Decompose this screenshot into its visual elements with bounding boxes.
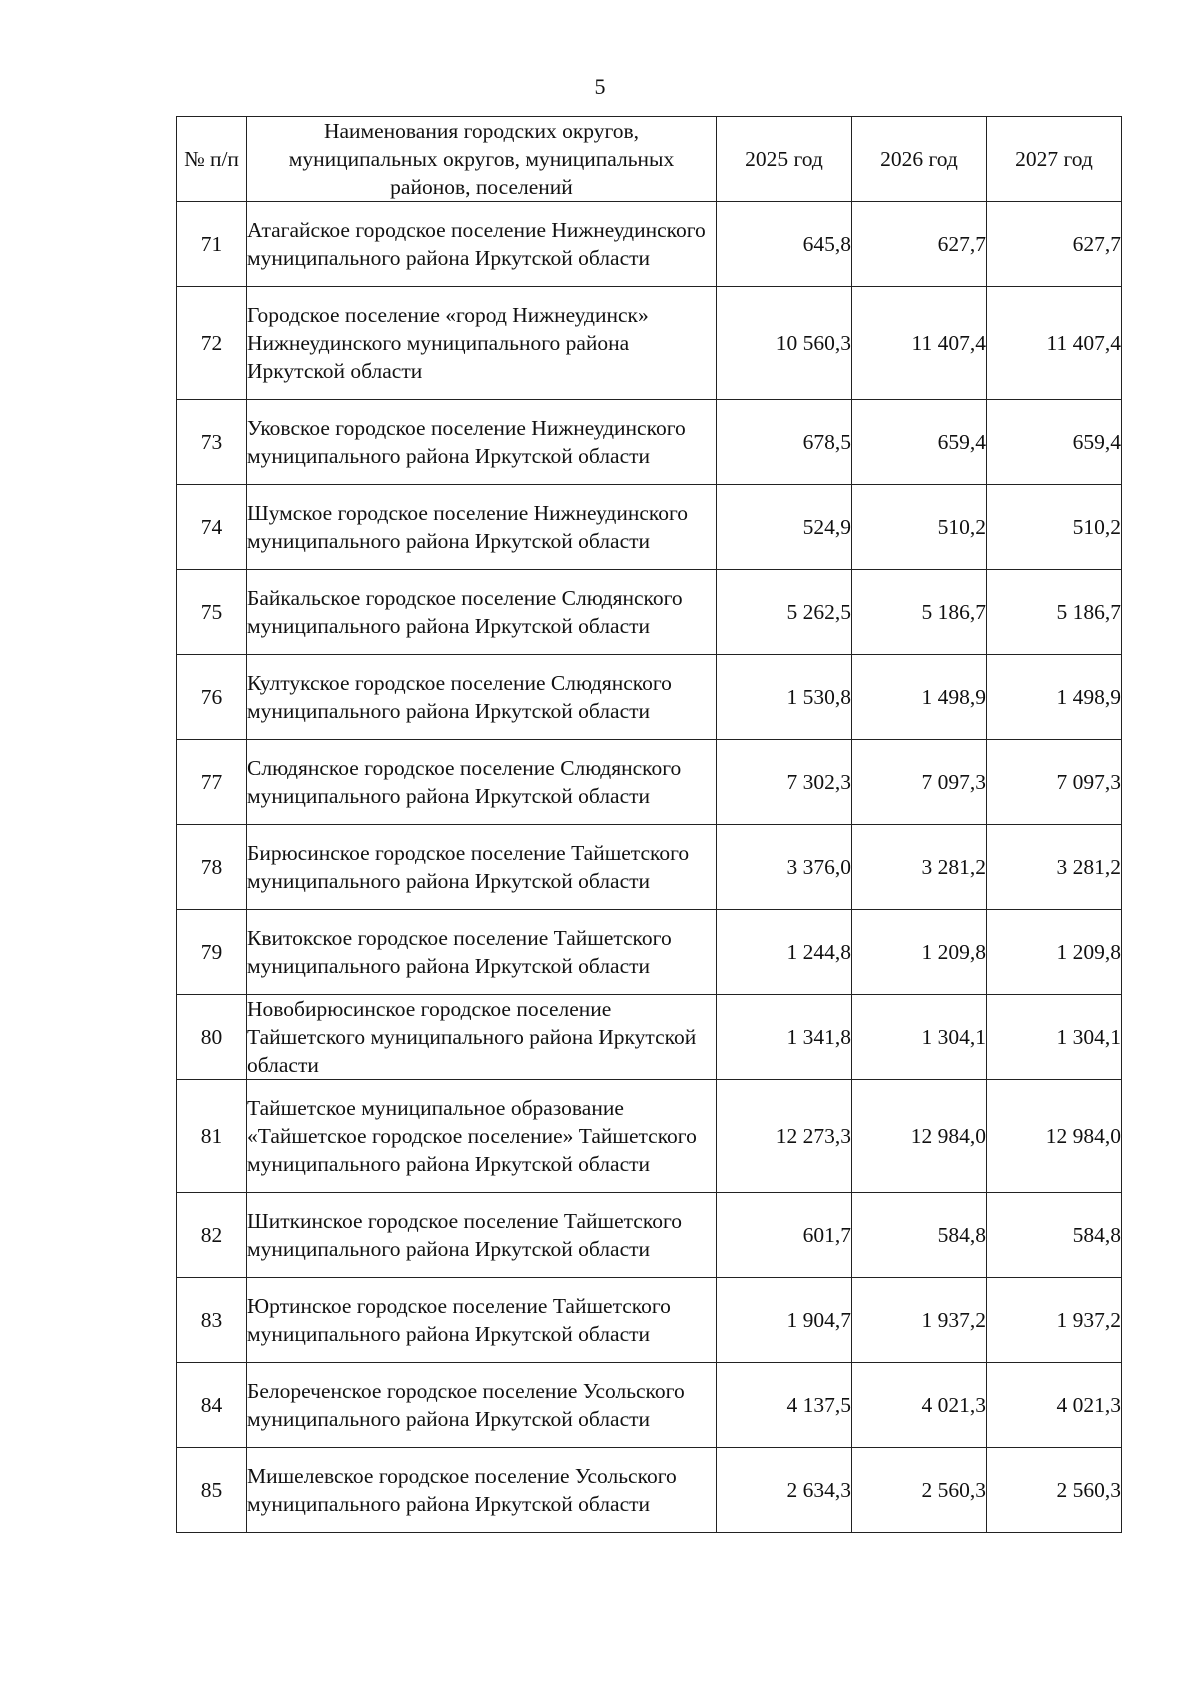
value-2026: 584,8 <box>852 1193 987 1278</box>
value-2026: 1 304,1 <box>852 995 987 1080</box>
page-number: 5 <box>594 74 606 99</box>
table-row <box>177 570 1122 655</box>
value-2026: 1 937,2 <box>852 1278 987 1363</box>
value-2026: 12 984,0 <box>852 1080 987 1193</box>
row-number: 71 <box>177 202 247 287</box>
value-2027: 1 209,8 <box>987 910 1122 995</box>
table-row <box>177 1363 1122 1448</box>
settlement-name: Атагайское городское поселение Нижнеудинского муниципального района Иркутской области <box>247 202 717 287</box>
value-2025: 3 376,0 <box>717 825 852 910</box>
value-2025: 645,8 <box>717 202 852 287</box>
row-number: 74 <box>177 485 247 570</box>
row-number: 84 <box>177 1363 247 1448</box>
value-2026: 1 498,9 <box>852 655 987 740</box>
settlement-name: Шиткинское городское поселение Тайшетского муниципального района Иркутской области <box>247 1193 717 1278</box>
value-2026: 4 021,3 <box>852 1363 987 1448</box>
value-2025: 1 244,8 <box>717 910 852 995</box>
row-number: 85 <box>177 1448 247 1533</box>
header-2025: 2025 год <box>717 117 852 202</box>
table-row <box>177 740 1122 825</box>
value-2027: 2 560,3 <box>987 1448 1122 1533</box>
value-2027: 659,4 <box>987 400 1122 485</box>
header-2026: 2026 год <box>852 117 987 202</box>
settlement-name: Квитокское городское поселение Тайшетского муниципального района Иркутской области <box>247 910 717 995</box>
table-row <box>177 202 1122 287</box>
table-row <box>177 1278 1122 1363</box>
settlement-name: Слюдянское городское поселение Слюдянского муниципального района Иркутской области <box>247 740 717 825</box>
value-2026: 5 186,7 <box>852 570 987 655</box>
row-number: 79 <box>177 910 247 995</box>
value-2025: 1 904,7 <box>717 1278 852 1363</box>
table-row <box>177 400 1122 485</box>
value-2025: 7 302,3 <box>717 740 852 825</box>
value-2026: 2 560,3 <box>852 1448 987 1533</box>
value-2026: 1 209,8 <box>852 910 987 995</box>
value-2025: 10 560,3 <box>717 287 852 400</box>
table-row <box>177 485 1122 570</box>
settlement-name: Бирюсинское городское поселение Тайшетского муниципального района Иркутской области <box>247 825 717 910</box>
value-2027: 1 304,1 <box>987 995 1122 1080</box>
value-2025: 524,9 <box>717 485 852 570</box>
value-2027: 11 407,4 <box>987 287 1122 400</box>
value-2026: 510,2 <box>852 485 987 570</box>
value-2026: 7 097,3 <box>852 740 987 825</box>
value-2025: 678,5 <box>717 400 852 485</box>
table-row <box>177 910 1122 995</box>
table-row <box>177 287 1122 400</box>
value-2025: 12 273,3 <box>717 1080 852 1193</box>
table-row <box>177 1448 1122 1533</box>
table-row <box>177 1193 1122 1278</box>
value-2026: 659,4 <box>852 400 987 485</box>
header-2027: 2027 год <box>987 117 1122 202</box>
settlement-name: Городское поселение «город Нижнеудинск» Нижнеудинского муниципального района Иркутской области <box>247 287 717 400</box>
value-2026: 3 281,2 <box>852 825 987 910</box>
value-2027: 1 937,2 <box>987 1278 1122 1363</box>
settlement-name: Шумское городское поселение Нижнеудинского муниципального района Иркутской области <box>247 485 717 570</box>
settlement-name: Юртинское городское поселение Тайшетского муниципального района Иркутской области <box>247 1278 717 1363</box>
row-number: 77 <box>177 740 247 825</box>
value-2027: 1 498,9 <box>987 655 1122 740</box>
budget-table <box>176 116 1122 1533</box>
value-2025: 5 262,5 <box>717 570 852 655</box>
value-2025: 1 341,8 <box>717 995 852 1080</box>
settlement-name: Байкальское городское поселение Слюдянского муниципального района Иркутской области <box>247 570 717 655</box>
row-number: 72 <box>177 287 247 400</box>
value-2025: 601,7 <box>717 1193 852 1278</box>
value-2025: 2 634,3 <box>717 1448 852 1533</box>
value-2025: 1 530,8 <box>717 655 852 740</box>
header-num: № п/п <box>177 117 247 202</box>
value-2027: 12 984,0 <box>987 1080 1122 1193</box>
value-2027: 627,7 <box>987 202 1122 287</box>
value-2026: 627,7 <box>852 202 987 287</box>
settlement-name: Тайшетское муниципальное образование «Тайшетское городское поселение» Тайшетского муниципального района Иркутской области <box>247 1080 717 1193</box>
table-header-row <box>177 117 1122 202</box>
table-row <box>177 1080 1122 1193</box>
value-2027: 5 186,7 <box>987 570 1122 655</box>
table-row <box>177 825 1122 910</box>
value-2027: 510,2 <box>987 485 1122 570</box>
row-number: 75 <box>177 570 247 655</box>
settlement-name: Култукское городское поселение Слюдянского муниципального района Иркутской области <box>247 655 717 740</box>
row-number: 76 <box>177 655 247 740</box>
row-number: 83 <box>177 1278 247 1363</box>
value-2027: 584,8 <box>987 1193 1122 1278</box>
value-2027: 7 097,3 <box>987 740 1122 825</box>
value-2027: 3 281,2 <box>987 825 1122 910</box>
table-row <box>177 655 1122 740</box>
row-number: 81 <box>177 1080 247 1193</box>
table-body <box>177 202 1122 1533</box>
row-number: 80 <box>177 995 247 1080</box>
row-number: 82 <box>177 1193 247 1278</box>
row-number: 78 <box>177 825 247 910</box>
value-2026: 11 407,4 <box>852 287 987 400</box>
value-2027: 4 021,3 <box>987 1363 1122 1448</box>
settlement-name: Уковское городское поселение Нижнеудинского муниципального района Иркутской области <box>247 400 717 485</box>
row-number: 73 <box>177 400 247 485</box>
header-name: Наименования городских округов, муниципальных округов, муниципальных районов, поселений <box>247 117 717 202</box>
table-row <box>177 995 1122 1080</box>
value-2025: 4 137,5 <box>717 1363 852 1448</box>
settlement-name: Новобирюсинское городское поселение Тайшетского муниципального района Иркутской области <box>247 995 717 1080</box>
settlement-name: Белореченское городское поселение Усольского муниципального района Иркутской области <box>247 1363 717 1448</box>
settlement-name: Мишелевское городское поселение Усольского муниципального района Иркутской области <box>247 1448 717 1533</box>
